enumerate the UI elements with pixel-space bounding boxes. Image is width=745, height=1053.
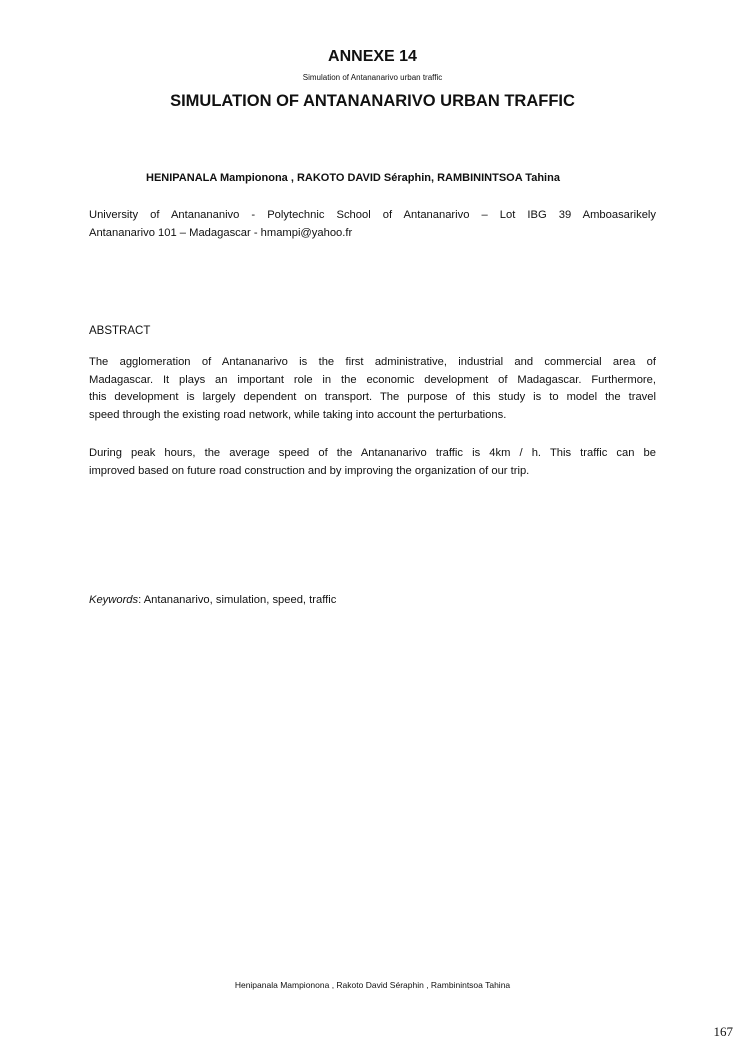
abstract-heading: ABSTRACT bbox=[89, 325, 151, 337]
running-title: Simulation of Antananarivo urban traffic bbox=[302, 73, 443, 82]
affiliation bbox=[89, 207, 656, 242]
text-line: speed through the existing road network, while taking into account the perturbations. bbox=[89, 408, 507, 421]
text-line: this development is largely dependent on transport. The purpose of this study is to model the travel bbox=[89, 391, 656, 403]
page-number: 167 bbox=[713, 1024, 733, 1039]
affiliation-line: Antananarivo 101 – Madagascar - hmampi@yahoo.fr bbox=[89, 226, 353, 239]
text-line: The agglomeration of Antananarivo is the first administrative, industrial and commercial area of bbox=[89, 356, 656, 368]
text-line: Madagascar. It plays an important role in the economic development of Madagascar. Furthermore, bbox=[89, 373, 656, 386]
authors: HENIPANALA Mampionona , RAKOTO DAVID Séraphin, RAMBININTSOA Tahina bbox=[146, 172, 560, 184]
abstract-paragraph-2 bbox=[89, 445, 656, 480]
keywords bbox=[89, 594, 336, 606]
text-line: During peak hours, the average speed of the Antananarivo traffic is 4km / h. This traffic can be bbox=[89, 447, 656, 459]
affiliation-line: University of Antanananivo - Polytechnic School of Antananarivo – Lot IBG 39 Amboasarikely bbox=[89, 209, 656, 221]
annexe-heading: ANNEXE 14 bbox=[328, 48, 417, 65]
paper-title: SIMULATION OF ANTANANARIVO URBAN TRAFFIC bbox=[170, 92, 575, 110]
abstract-paragraph-1 bbox=[89, 354, 656, 424]
text-line: improved based on future road construction and by improving the organization of our trip. bbox=[89, 464, 530, 477]
page-footer: Henipanala Mampionona , Rakoto David Séraphin , Rambinintsoa Tahina bbox=[234, 980, 511, 990]
keywords-label: Keywords bbox=[89, 594, 139, 606]
keywords-text: : Antananarivo, simulation, speed, traffic bbox=[138, 594, 337, 606]
